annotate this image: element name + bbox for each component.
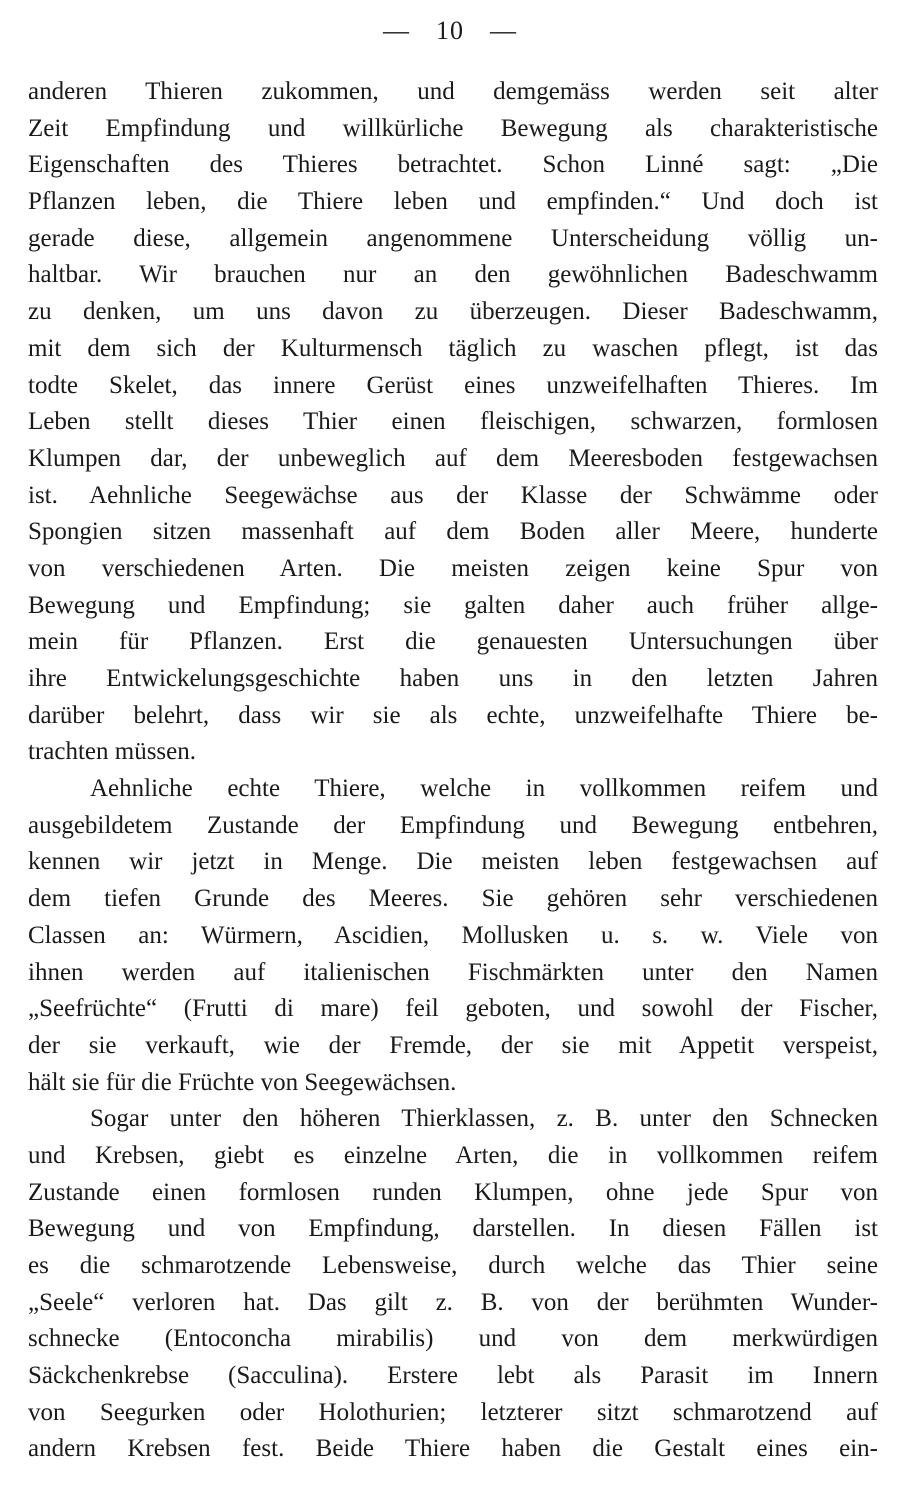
text-line: „Seele“ verloren hat. Das gilt z. B. von der berühmten Wunder- <box>28 1288 878 1316</box>
text-line: ihnen werden auf italienischen Fischmärkten unter den Namen <box>28 958 878 986</box>
text-line: von verschiedenen Arten. Die meisten zeigen keine Spur von <box>28 554 878 582</box>
text-line: Pflanzen leben, die Thiere leben und empfinden.“ Und doch ist <box>28 188 878 216</box>
text-line: Bewegung und Empfindung; sie galten daher auch früher allge- <box>28 591 878 619</box>
header-dash-left: — <box>383 16 410 45</box>
text-line: Klumpen dar, der unbeweglich auf dem Meeresboden festgewachsen <box>28 444 878 472</box>
text-line: Aehnliche echte Thiere, welche in vollkommen reifem und <box>90 775 878 803</box>
text-line: mein für Pflanzen. Erst die genauesten Untersuchungen über <box>28 628 878 656</box>
text-line: trachten müssen. <box>28 738 197 766</box>
body-text <box>28 74 878 1468</box>
page-header <box>0 14 900 48</box>
text-line: Bewegung und von Empfindung, darstellen. In diesen Fällen ist <box>28 1215 878 1243</box>
text-line: gerade diese, allgemein angenommene Unterscheidung völlig un- <box>28 224 878 252</box>
text-line: anderen Thieren zukommen, und demgemäss werden seit alter <box>28 78 878 105</box>
text-line: dem tiefen Grunde des Meeres. Sie gehören sehr verschiedenen <box>28 885 878 913</box>
text-line: darüber belehrt, dass wir sie als echte, unzweifelhafte Thiere be- <box>28 701 878 729</box>
text-line: ausgebildetem Zustande der Empfindung und Bewegung entbehren, <box>28 811 878 839</box>
text-line: mit dem sich der Kulturmensch täglich zu waschen pflegt, ist das <box>28 334 878 362</box>
text-line: der sie verkauft, wie der Fremde, der sie mit Appetit verspeist, <box>28 1031 878 1059</box>
text-line: ist. Aehnliche Seegewächse aus der Klasse der Schwämme oder <box>28 481 878 509</box>
text-line: es die schmarotzende Lebensweise, durch welche das Thier seine <box>28 1252 878 1279</box>
text-line: hält sie für die Früchte von Seegewächsen. <box>28 1068 457 1096</box>
text-line: „Seefrüchte“ (Frutti di mare) feil geboten, und sowohl der Fischer, <box>28 995 878 1023</box>
text-line: Eigenschaften des Thieres betrachtet. Schon Linné sagt: „Die <box>28 151 878 179</box>
text-line: haltbar. Wir brauchen nur an den gewöhnlichen Badeschwamm <box>28 261 878 289</box>
text-line: schnecke (Entoconcha mirabilis) und von dem merkwürdigen <box>28 1325 878 1353</box>
text-line: Sogar unter den höheren Thierklassen, z. B. unter den Schnecken <box>90 1105 878 1133</box>
paragraph <box>28 771 878 1101</box>
text-line: zu denken, um uns davon zu überzeugen. Dieser Badeschwamm, <box>28 298 878 326</box>
text-line: Spongien sitzen massenhaft auf dem Boden aller Meere, hunderte <box>28 518 878 546</box>
paragraph <box>28 74 878 771</box>
text-line: Zustande einen formlosen runden Klumpen, ohne jede Spur von <box>28 1178 878 1206</box>
text-line: von Seegurken oder Holothurien; letzterer sitzt schmarotzend auf <box>28 1398 878 1426</box>
text-line: Classen an: Würmern, Ascidien, Mollusken u. s. w. Viele von <box>28 921 878 949</box>
text-line: Zeit Empfindung und willkürliche Bewegung als charakteristische <box>28 114 878 142</box>
text-line: ihre Entwickelungsgeschichte haben uns in den letzten Jahren <box>28 665 878 692</box>
text-line: Leben stellt dieses Thier einen fleischigen, schwarzen, formlosen <box>28 408 878 436</box>
text-line: Säckchenkrebse (Sacculina). Erstere lebt als Parasit im Innern <box>28 1362 878 1390</box>
page-number: 10 <box>436 16 464 45</box>
text-line: kennen wir jetzt in Menge. Die meisten leben festgewachsen auf <box>28 848 878 876</box>
text-line: todte Skelet, das innere Gerüst eines unzweifelhaften Thieres. Im <box>28 371 878 399</box>
header-dash-right: — <box>490 16 517 45</box>
paragraph <box>28 1101 878 1468</box>
text-line: andern Krebsen fest. Beide Thiere haben die Gestalt eines ein- <box>28 1435 878 1463</box>
text-line: und Krebsen, giebt es einzelne Arten, die in vollkommen reifem <box>28 1141 878 1169</box>
